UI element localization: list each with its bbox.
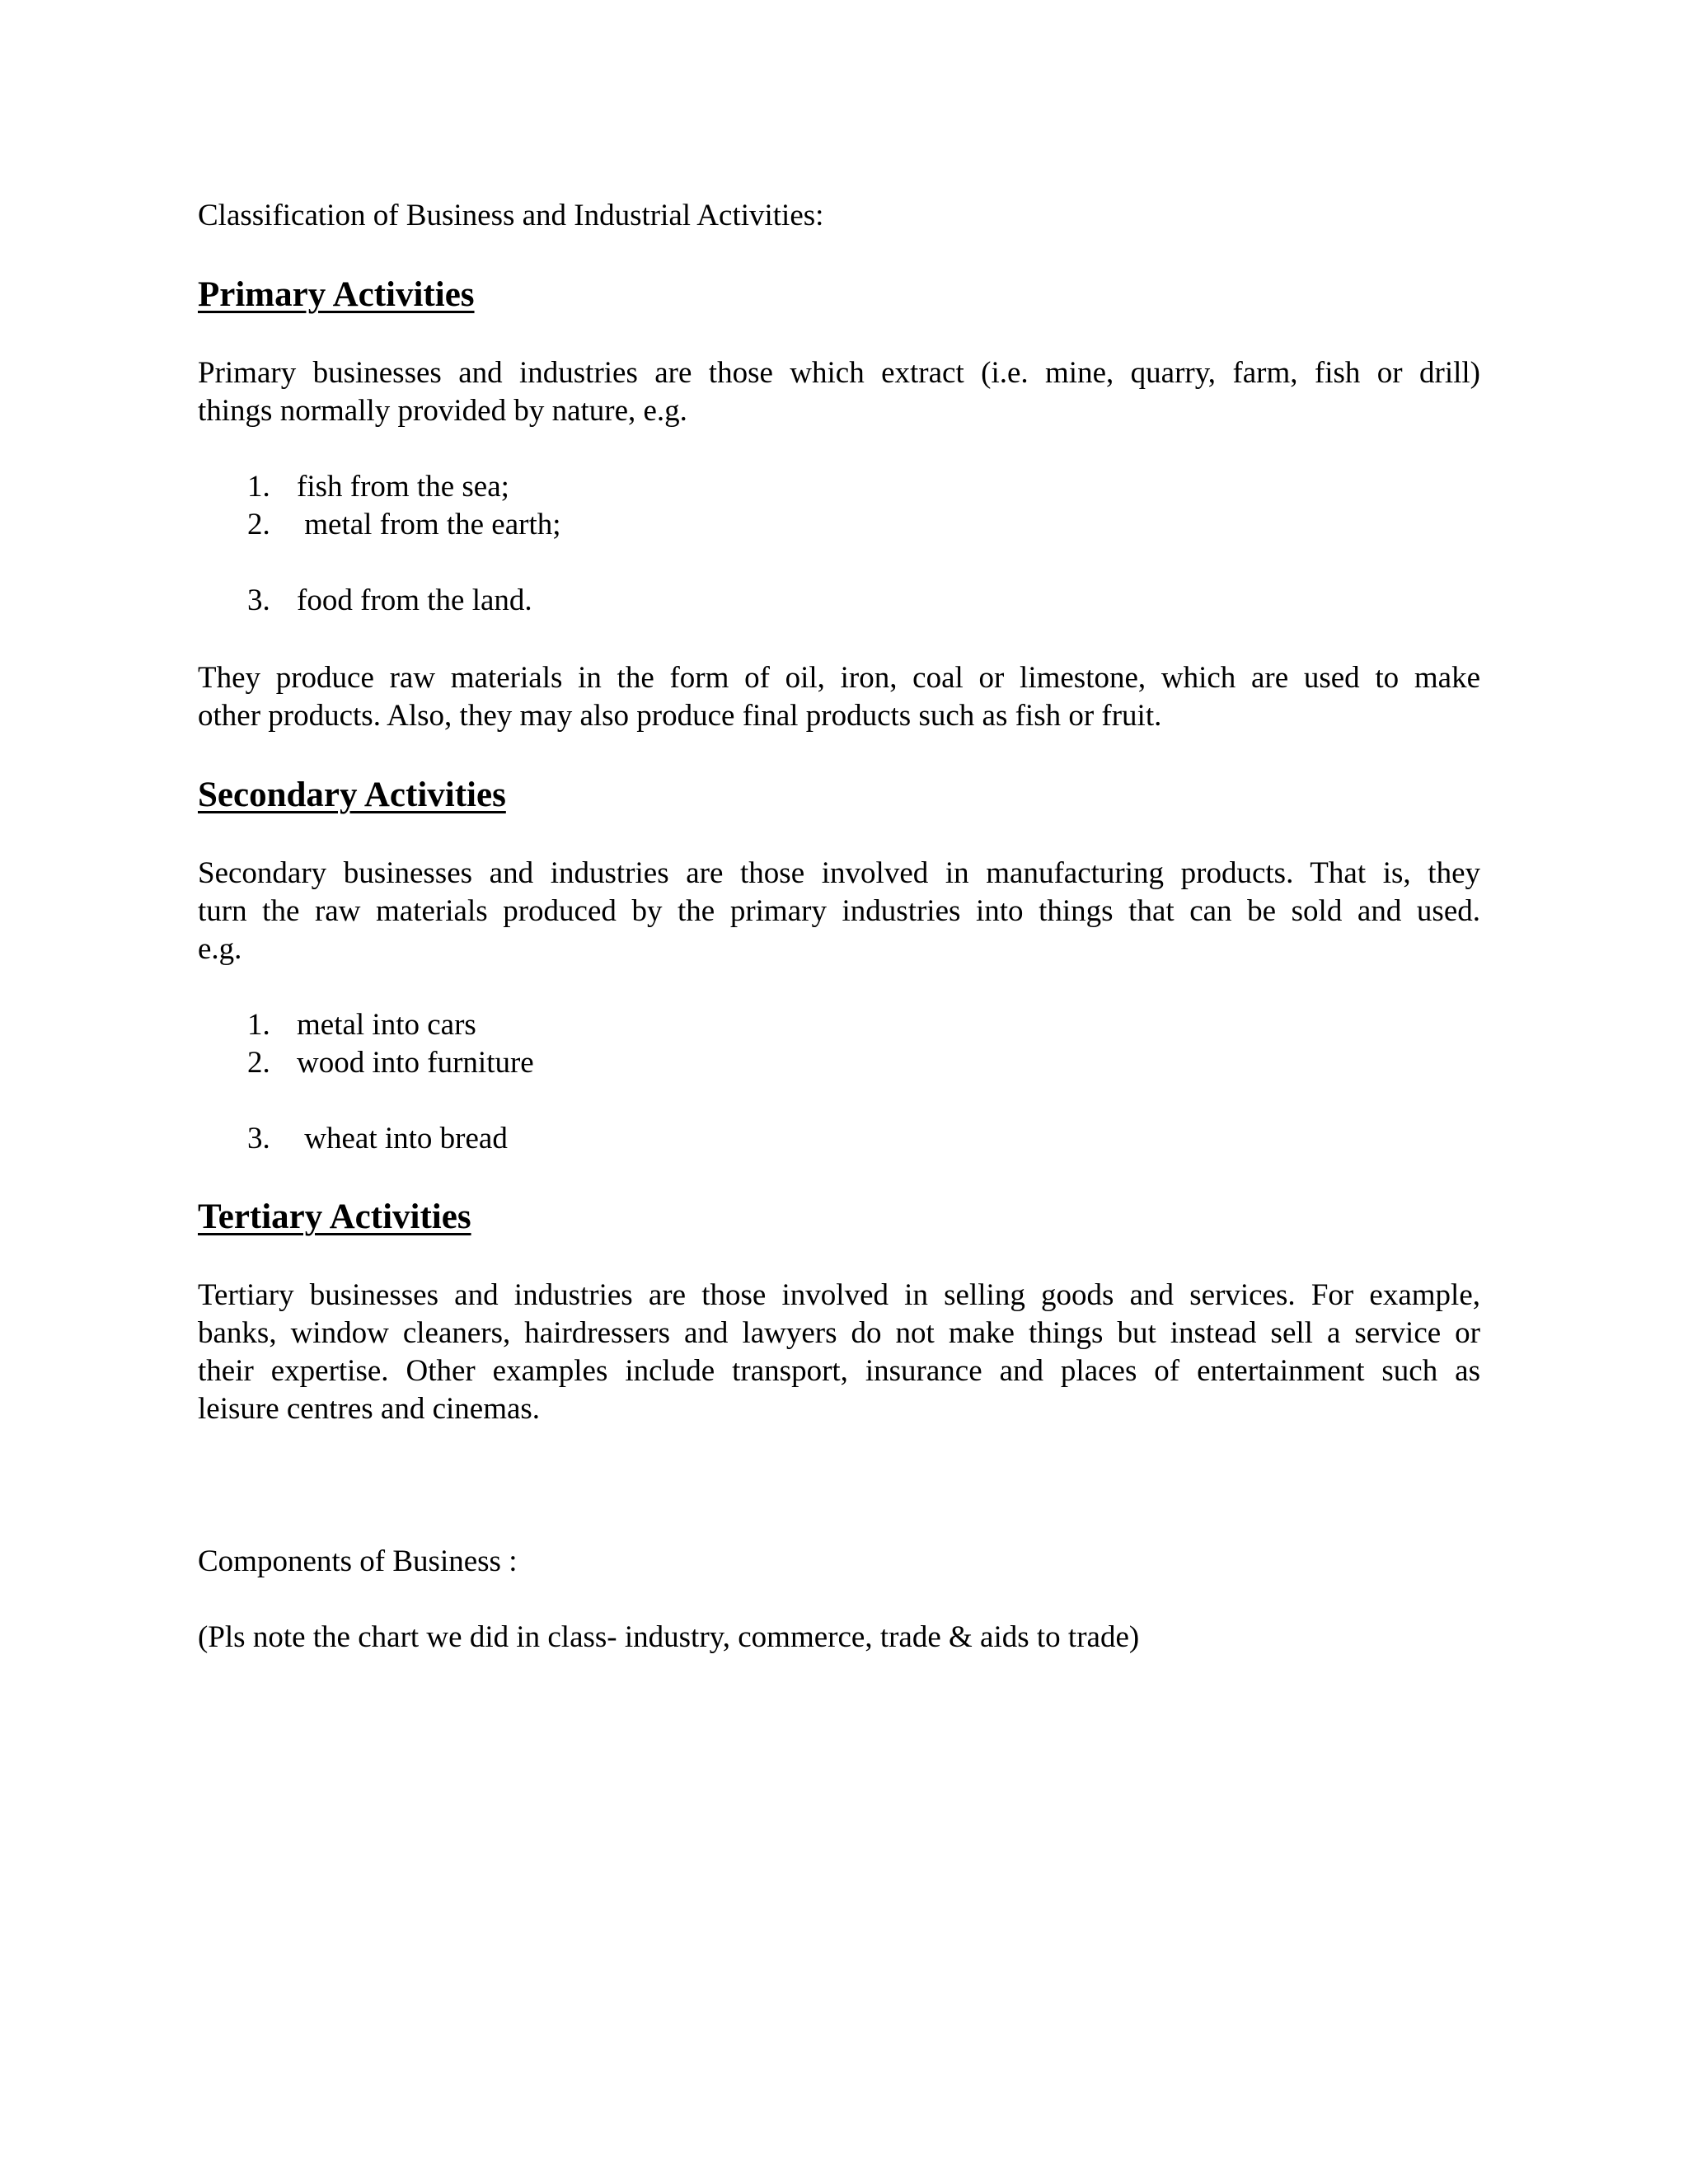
components-title: Components of Business : — [198, 1544, 518, 1578]
list-number: 1. — [247, 470, 270, 504]
list-text: metal into cars — [297, 1008, 476, 1042]
paragraph-line: other products. Also, they may also produce final products such as fish or fruit. — [198, 699, 1162, 733]
document-page — [198, 0, 1480, 2184]
paragraph-line: turn the raw materials produced by the primary industries into things that can be sold and used. — [198, 894, 1480, 928]
list-number: 2. — [247, 1046, 270, 1080]
list-text: fish from the sea; — [297, 470, 509, 504]
paragraph-line: Tertiary businesses and industries are those involved in selling goods and services. For example, — [198, 1278, 1480, 1312]
list-number: 3. — [247, 1122, 270, 1155]
paragraph-line: their expertise. Other examples include transport, insurance and places of entertainment such as — [198, 1354, 1480, 1388]
paragraph-line: things normally provided by nature, e.g. — [198, 394, 687, 428]
primary-heading: Primary Activities — [198, 275, 475, 314]
paragraph-line: leisure centres and cinemas. — [198, 1392, 541, 1426]
class-note: (Pls note the chart we did in class- industry, commerce, trade & aids to trade) — [198, 1620, 1140, 1654]
list-text: food from the land. — [297, 583, 532, 617]
list-text: wood into furniture — [297, 1046, 534, 1080]
paragraph-line: Primary businesses and industries are those which extract (i.e. mine, quarry, farm, fish or drill) — [198, 356, 1480, 390]
document-title: Classification of Business and Industrial Activities: — [198, 199, 824, 232]
paragraph-line: e.g. — [198, 932, 242, 966]
paragraph-line: banks, window cleaners, hairdressers and lawyers do not make things but instead sell a service or — [198, 1316, 1480, 1350]
list-text: wheat into bread — [297, 1122, 508, 1155]
list-number: 2. — [247, 508, 270, 541]
paragraph-line: Secondary businesses and industries are those involved in manufacturing products. That is, they — [198, 856, 1480, 890]
list-number: 1. — [247, 1008, 270, 1042]
paragraph-line: They produce raw materials in the form of oil, iron, coal or limestone, which are used to make — [198, 661, 1480, 695]
list-text: metal from the earth; — [297, 508, 561, 541]
tertiary-heading: Tertiary Activities — [198, 1197, 471, 1236]
list-number: 3. — [247, 583, 270, 617]
secondary-heading: Secondary Activities — [198, 776, 506, 814]
